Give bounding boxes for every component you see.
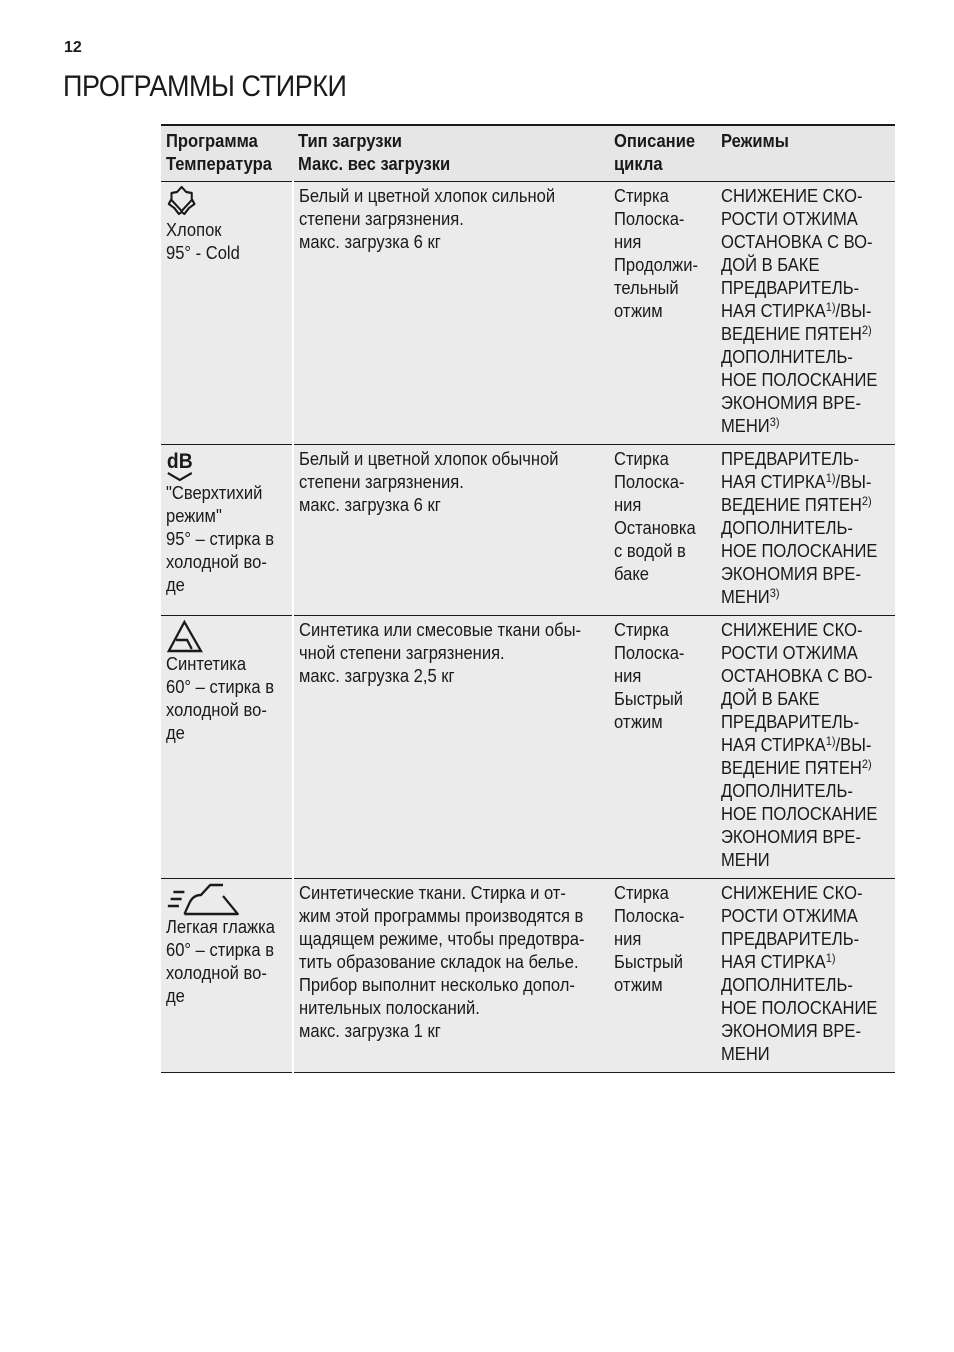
mode-text: РОСТИ ОТЖИМА [721,209,858,229]
mode-line [721,826,888,849]
mode-line [721,1043,888,1066]
mode-line [721,231,888,254]
footnote-marker: 1) [825,734,836,748]
footnote-marker: 2) [861,757,872,771]
mode-text: СНИЖЕНИЕ СКО- [721,620,863,640]
mode-line [721,997,888,1020]
header-program-line: Программа [166,131,258,151]
mode-text: ПРЕДВАРИТЕЛЬ- [721,278,860,298]
load-text-line: нительных полосканий. [299,998,480,1018]
cycle-text-line: Стирка [614,620,669,640]
mode-text: МЕНИ [721,1044,770,1064]
mode-line [721,254,888,277]
footnote-marker: 2) [861,323,872,337]
load-text-line: макс. загрузка 6 кг [299,232,441,252]
load-text-line: жим этой программы производятся в [299,906,584,926]
load-text-line: степени загрязнения. [299,472,464,492]
mode-text-continuation: /ВЫ- [835,301,872,321]
mode-line [721,974,888,997]
cotton-flower-icon [166,185,285,219]
program-name-line: 60° – стирка в [166,677,274,697]
program-cell [161,879,293,1073]
footnote-marker: 1) [825,471,836,485]
program-name-line: де [166,986,185,1006]
mode-text: НАЯ СТИРКА [721,472,826,492]
cycle-text-line: Быстрый [614,689,683,709]
header-max-load-line: Макс. вес загрузки [298,154,451,174]
modes-cell [716,616,895,879]
mode-text: ВЕДЕНИЕ ПЯТЕН [721,758,862,778]
mode-text: ПРЕДВАРИТЕЛЬ- [721,449,860,469]
load-text-line: Белый и цветной хлопок сильной [299,186,556,206]
load-cell [293,879,609,1073]
mode-line [721,619,888,642]
mode-line [721,586,888,609]
mode-text: ЭКОНОМИЯ ВРЕ- [721,1021,861,1041]
program-name-line: Синтетика [166,654,247,674]
mode-line [721,185,888,208]
load-text-line: макс. загрузка 1 кг [299,1021,441,1041]
mode-text: ВЕДЕНИЕ ПЯТЕН [721,324,862,344]
load-cell [293,182,609,445]
cycle-text-line: баке [614,564,649,584]
mode-line [721,277,888,300]
modes-cell [716,182,895,445]
cycle-cell [609,616,716,879]
program-name-line: холодной во- [166,963,267,983]
mode-line [721,905,888,928]
mode-line [721,494,888,517]
cycle-text-line: Полоска- [614,209,685,229]
program-name-line: де [166,723,185,743]
program-name-line: 95° – стирка в [166,529,274,549]
mode-line [721,849,888,872]
cycle-text-line: Полоска- [614,906,685,926]
load-text-line: Белый и цветной хлопок обычной [299,449,559,469]
mode-text: РОСТИ ОТЖИМА [721,643,858,663]
easy-iron-icon [166,882,285,916]
load-cell [293,616,609,879]
cycle-cell [609,445,716,616]
cycle-text-line: Стирка [614,449,669,469]
mode-text: НОЕ ПОЛОСКАНИЕ [721,541,878,561]
mode-text-continuation: /ВЫ- [835,735,872,755]
mode-text: РОСТИ ОТЖИМА [721,906,858,926]
mode-text: ОСТАНОВКА С ВО- [721,232,873,252]
mode-line [721,563,888,586]
cycle-text-line: тельный [614,278,679,298]
mode-text: ДОЙ В БАКЕ [721,255,820,275]
mode-line [721,757,888,780]
mode-line [721,688,888,711]
mode-line [721,928,888,951]
program-name-line: Хлопок [166,220,222,240]
mode-line [721,642,888,665]
mode-line [721,734,888,757]
mode-text: ДОПОЛНИТЕЛЬ- [721,781,853,801]
mode-text: ДОПОЛНИТЕЛЬ- [721,975,853,995]
program-name-line: 95° - Cold [166,243,240,263]
mode-line [721,323,888,346]
mode-line [721,711,888,734]
cycle-text-line: отжим [614,975,663,995]
mode-line [721,517,888,540]
header-program [161,125,293,182]
mode-line [721,803,888,826]
mode-text: НОЕ ПОЛОСКАНИЕ [721,998,878,1018]
synthetics-triangle-icon [166,619,285,653]
footnote-marker: 2) [861,494,872,508]
table-row [161,182,895,445]
mode-text: НОЕ ПОЛОСКАНИЕ [721,804,878,824]
load-cell [293,445,609,616]
mode-text: ЭКОНОМИЯ ВРЕ- [721,393,861,413]
cycle-text-line: Полоска- [614,472,685,492]
mode-line [721,415,888,438]
header-modes-line: Режимы [721,131,789,151]
program-cell [161,182,293,445]
program-cell [161,445,293,616]
load-text-line: Синтетика или смесовые ткани обы- [299,620,582,640]
mode-text: НАЯ СТИРКА [721,735,826,755]
mode-text: ОСТАНОВКА С ВО- [721,666,873,686]
table-row [161,445,895,616]
mode-text: НАЯ СТИРКА [721,952,826,972]
mode-text: ВЕДЕНИЕ ПЯТЕН [721,495,862,515]
program-name-line: де [166,575,185,595]
mode-line [721,951,888,974]
table-row [161,616,895,879]
load-text-line: Прибор выполнит несколько допол- [299,975,575,995]
mode-line [721,346,888,369]
cycle-text-line: Полоска- [614,643,685,663]
load-text-line: степени загрязнения. [299,209,464,229]
program-name-line: "Сверхтихий [166,483,263,503]
load-text-line: Синтетические ткани. Стирка и от- [299,883,566,903]
mode-text: ДОЙ В БАКЕ [721,689,820,709]
db-icon-label: dB [166,450,193,474]
cycle-text-line: ния [614,929,642,949]
load-text-line: макс. загрузка 6 кг [299,495,441,515]
table-body [161,182,895,1073]
cycle-text-line: Быстрый [614,952,683,972]
program-name-line: режим" [166,506,222,526]
mode-text-continuation: /ВЫ- [835,472,872,492]
cycle-cell [609,879,716,1073]
page-number: 12 [64,39,82,56]
mode-text: ПРЕДВАРИТЕЛЬ- [721,712,860,732]
load-text-line: макс. загрузка 2,5 кг [299,666,455,686]
mode-text: МЕНИ [721,587,770,607]
header-cycle-line: цикла [614,154,663,174]
mode-line [721,540,888,563]
program-cell [161,616,293,879]
mode-line [721,471,888,494]
cycle-text-line: с водой в [614,541,686,561]
cycle-cell [609,182,716,445]
cycle-text-line: Стирка [614,186,669,206]
program-name-line: 60° – стирка в [166,940,274,960]
mode-line [721,780,888,803]
mode-text: ДОПОЛНИТЕЛЬ- [721,518,853,538]
mode-text: ПРЕДВАРИТЕЛЬ- [721,929,860,949]
footnote-marker: 3) [769,415,780,429]
cycle-text-line: ния [614,495,642,515]
mode-text: ЭКОНОМИЯ ВРЕ- [721,827,861,847]
page-title: ПРОГРАММЫ СТИРКИ [63,70,347,103]
quiet-db-icon [166,448,285,482]
mode-text: ДОПОЛНИТЕЛЬ- [721,347,853,367]
footnote-marker: 1) [825,951,836,965]
mode-line [721,882,888,905]
mode-line [721,1020,888,1043]
mode-text: МЕНИ [721,850,770,870]
mode-line [721,665,888,688]
mode-text: ЭКОНОМИЯ ВРЕ- [721,564,861,584]
footnote-marker: 3) [769,586,780,600]
mode-line [721,392,888,415]
load-text-line: щадящем режиме, чтобы предотвра- [299,929,585,949]
mode-text: МЕНИ [721,416,770,436]
mode-text: СНИЖЕНИЕ СКО- [721,186,863,206]
load-text-line: чной степени загрязнения. [299,643,505,663]
program-name-line: холодной во- [166,700,267,720]
mode-line [721,448,888,471]
mode-text: НОЕ ПОЛОСКАНИЕ [721,370,878,390]
cycle-text-line: Стирка [614,883,669,903]
header-cycle-line: Описание [614,131,696,151]
load-text-line: тить образование складок на белье. [299,952,579,972]
header-cycle [609,125,716,182]
cycle-text-line: отжим [614,712,663,732]
modes-cell [716,445,895,616]
program-name-line: Легкая глажка [166,917,275,937]
mode-text: СНИЖЕНИЕ СКО- [721,883,863,903]
header-temperature-line: Температура [166,154,272,174]
cycle-text-line: ния [614,232,642,252]
cycle-text-line: ния [614,666,642,686]
wash-programs-table [161,124,895,1073]
mode-line [721,300,888,323]
cycle-text-line: отжим [614,301,663,321]
mode-line [721,369,888,392]
table-header [161,125,895,182]
mode-text: НАЯ СТИРКА [721,301,826,321]
table-row [161,879,895,1073]
cycle-text-line: Продолжи- [614,255,698,275]
program-name-line: холодной во- [166,552,267,572]
footnote-marker: 1) [825,300,836,314]
header-modes [716,125,895,182]
header-load-type-line: Тип загрузки [298,131,402,151]
cycle-text-line: Остановка [614,518,696,538]
modes-cell [716,879,895,1073]
header-load [293,125,609,182]
mode-line [721,208,888,231]
